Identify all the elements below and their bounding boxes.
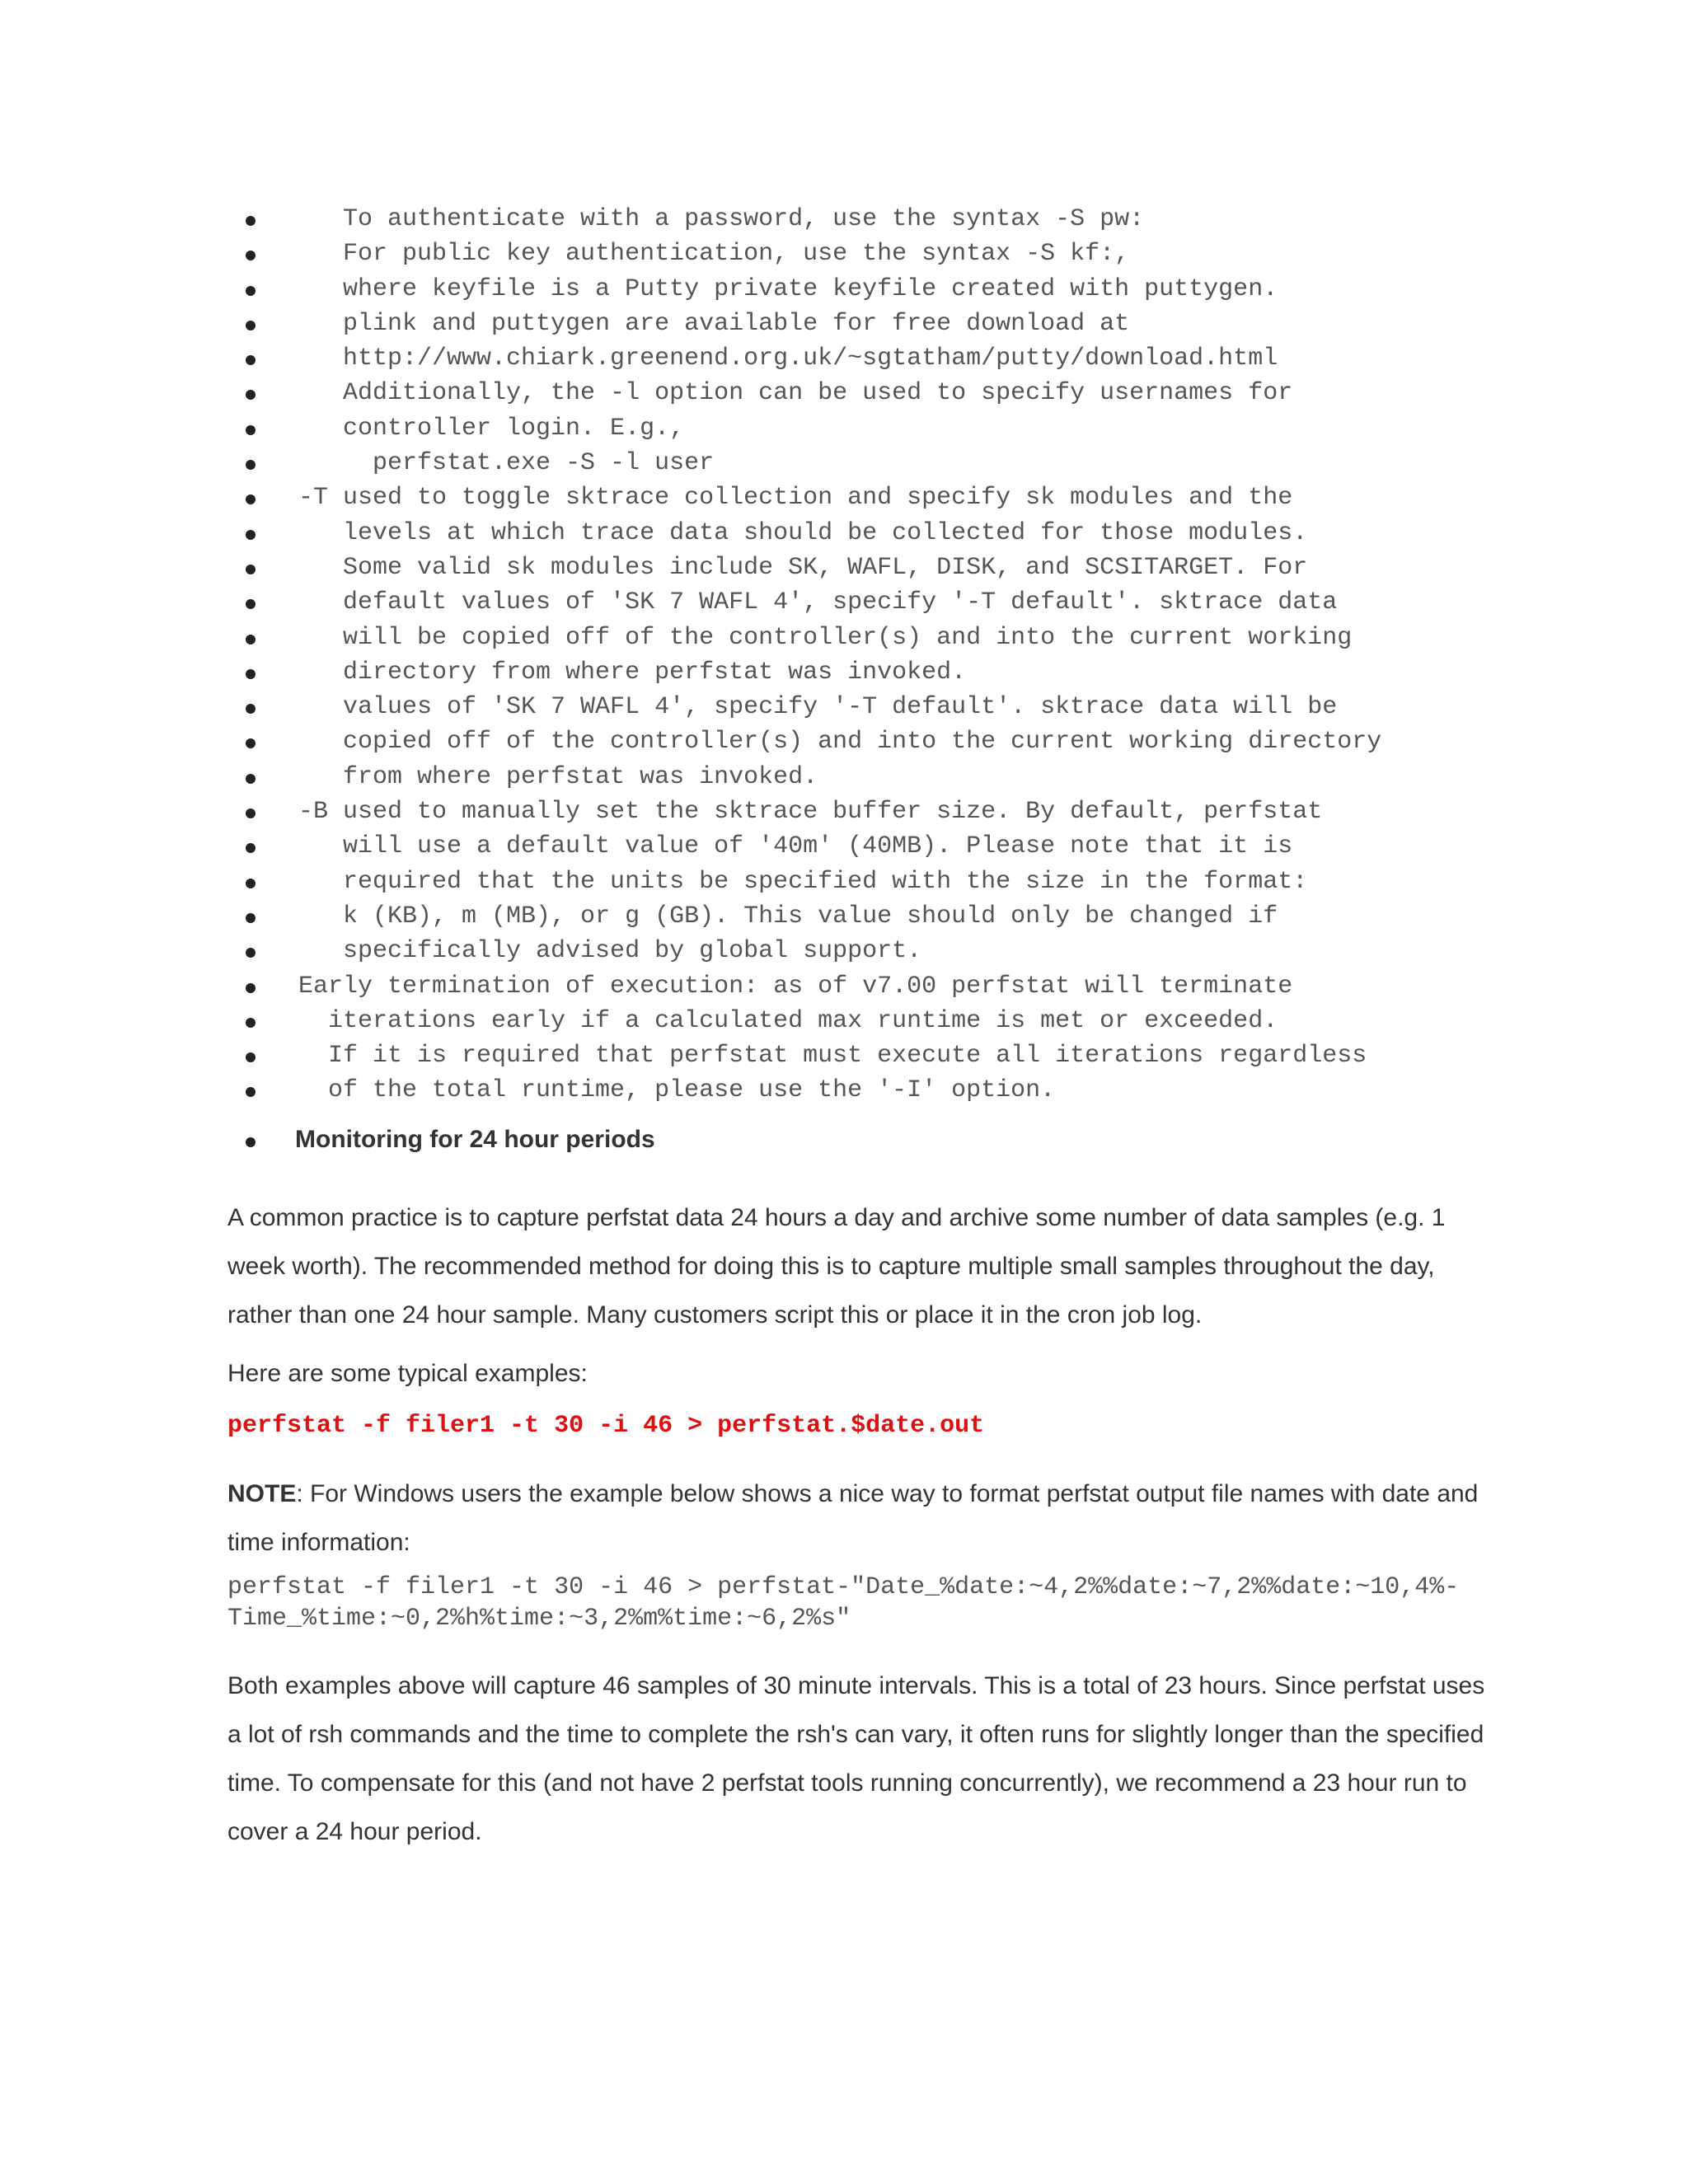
list-item: For public key authentication, use the syntax -S kf:, bbox=[0, 237, 1688, 271]
note-paragraph bbox=[227, 1469, 1497, 1567]
list-item: k (KB), m (MB), or g (GB). This value should only be changed if bbox=[0, 899, 1688, 934]
intro-paragraph: A common practice is to capture perfstat data 24 hours a day and archive some number of data samples (e.g. 1 week worth). The recommended method for doing this is to capture multiple small samples throughout the day, rather than one 24 hour sample. Many customers script this or place it in the cron job log. bbox=[227, 1204, 1446, 1329]
bullet-icon bbox=[246, 1137, 256, 1147]
section-heading: Monitoring for 24 hour periods bbox=[295, 1126, 655, 1153]
list-item: from where perfstat was invoked. bbox=[0, 760, 1688, 794]
list-item: -T used to toggle sktrace collection and specify sk modules and the bbox=[0, 480, 1688, 515]
list-item: controller login. E.g., bbox=[0, 411, 1688, 446]
perfstat-options-list bbox=[0, 202, 1688, 1108]
bullet-icon bbox=[246, 913, 256, 923]
bullet-icon bbox=[246, 669, 256, 679]
bullet-icon bbox=[246, 390, 256, 400]
note-label: NOTE bbox=[227, 1480, 297, 1507]
section-heading-item bbox=[0, 1122, 1688, 1157]
bullet-icon bbox=[246, 774, 256, 784]
bullet-icon bbox=[246, 321, 256, 330]
windows-command: perfstat -f filer1 -t 30 -i 46 > perfstat-"Date_%date:~4,2%%date:~7,2%%date:~10,4%- Time_%time:~0,2%h%time:~3,2%m%time:~6,2%s" bbox=[227, 1573, 1460, 1633]
list-item: default values of 'SK 7 WAFL 4', specify '-T default'. sktrace data bbox=[0, 585, 1688, 620]
list-item: directory from where perfstat was invoked. bbox=[0, 655, 1688, 690]
list-item: values of 'SK 7 WAFL 4', specify '-T default'. sktrace data will be bbox=[0, 690, 1688, 724]
note-text: : For Windows users the example below shows a nice way to format perfstat output file names with date and time information: bbox=[227, 1480, 1479, 1556]
bullet-icon bbox=[246, 494, 256, 504]
bullet-icon bbox=[246, 216, 256, 226]
examples-label: Here are some typical examples: bbox=[227, 1360, 588, 1387]
bullet-icon bbox=[246, 879, 256, 888]
list-item: levels at which trace data should be collected for those modules. bbox=[0, 516, 1688, 551]
list-item: copied off of the controller(s) and into the current working directory bbox=[0, 724, 1688, 759]
list-item: -B used to manually set the sktrace buffer size. By default, perfstat bbox=[0, 794, 1688, 829]
list-item: perfstat.exe -S -l user bbox=[0, 446, 1688, 480]
list-item: If it is required that perfstat must execute all iterations regardless bbox=[0, 1038, 1688, 1073]
list-item: required that the units be specified with the size in the format: bbox=[0, 865, 1688, 899]
list-item: plink and puttygen are available for free download at bbox=[0, 307, 1688, 341]
list-item: iterations early if a calculated max runtime is met or exceeded. bbox=[0, 1004, 1688, 1038]
bullet-icon bbox=[246, 635, 256, 644]
list-item: of the total runtime, please use the '-I' option. bbox=[0, 1073, 1688, 1108]
bullet-icon bbox=[246, 808, 256, 818]
bullet-icon bbox=[246, 704, 256, 714]
list-item: To authenticate with a password, use the syntax -S pw: bbox=[0, 202, 1688, 237]
list-item: Early termination of execution: as of v7.00 perfstat will terminate bbox=[0, 969, 1688, 1004]
list-item: specifically advised by global support. bbox=[0, 934, 1688, 968]
bullet-icon bbox=[246, 599, 256, 609]
bullet-icon bbox=[246, 983, 256, 993]
bullet-icon bbox=[246, 425, 256, 435]
list-item: Some valid sk modules include SK, WAFL, DISK, and SCSITARGET. For bbox=[0, 551, 1688, 585]
list-item: will use a default value of '40m' (40MB). Please note that it is bbox=[0, 829, 1688, 864]
bullet-icon bbox=[246, 1018, 256, 1028]
bullet-icon bbox=[246, 1052, 256, 1062]
bullet-icon bbox=[246, 1087, 256, 1097]
bullet-icon bbox=[246, 530, 256, 540]
closing-paragraph: Both examples above will capture 46 samples of 30 minute intervals. This is a total of 23 hours. Since perfstat uses a lot of rsh commands and the time to complete the rsh's can vary, it often runs for slightly longer than the specified time. To compensate for this (and not have 2 perfstat tools running concurrently), we recommend a 23 hour run to cover a 24 hour period. bbox=[227, 1672, 1485, 1845]
list-item: http://www.chiark.greenend.org.uk/~sgtatham/putty/download.html bbox=[0, 341, 1688, 376]
bullet-icon bbox=[246, 843, 256, 853]
bullet-icon bbox=[246, 286, 256, 296]
list-item: where keyfile is a Putty private keyfile created with puttygen. bbox=[0, 272, 1688, 307]
example-command: perfstat -f filer1 -t 30 -i 46 > perfstat.$date.out bbox=[227, 1412, 985, 1440]
bullet-icon bbox=[246, 355, 256, 365]
list-item: will be copied off of the controller(s) and into the current working bbox=[0, 621, 1688, 655]
bullet-icon bbox=[246, 251, 256, 260]
list-item: Additionally, the -l option can be used to specify usernames for bbox=[0, 376, 1688, 410]
bullet-icon bbox=[246, 565, 256, 574]
bullet-icon bbox=[246, 460, 256, 470]
bullet-icon bbox=[246, 948, 256, 958]
bullet-icon bbox=[246, 738, 256, 748]
